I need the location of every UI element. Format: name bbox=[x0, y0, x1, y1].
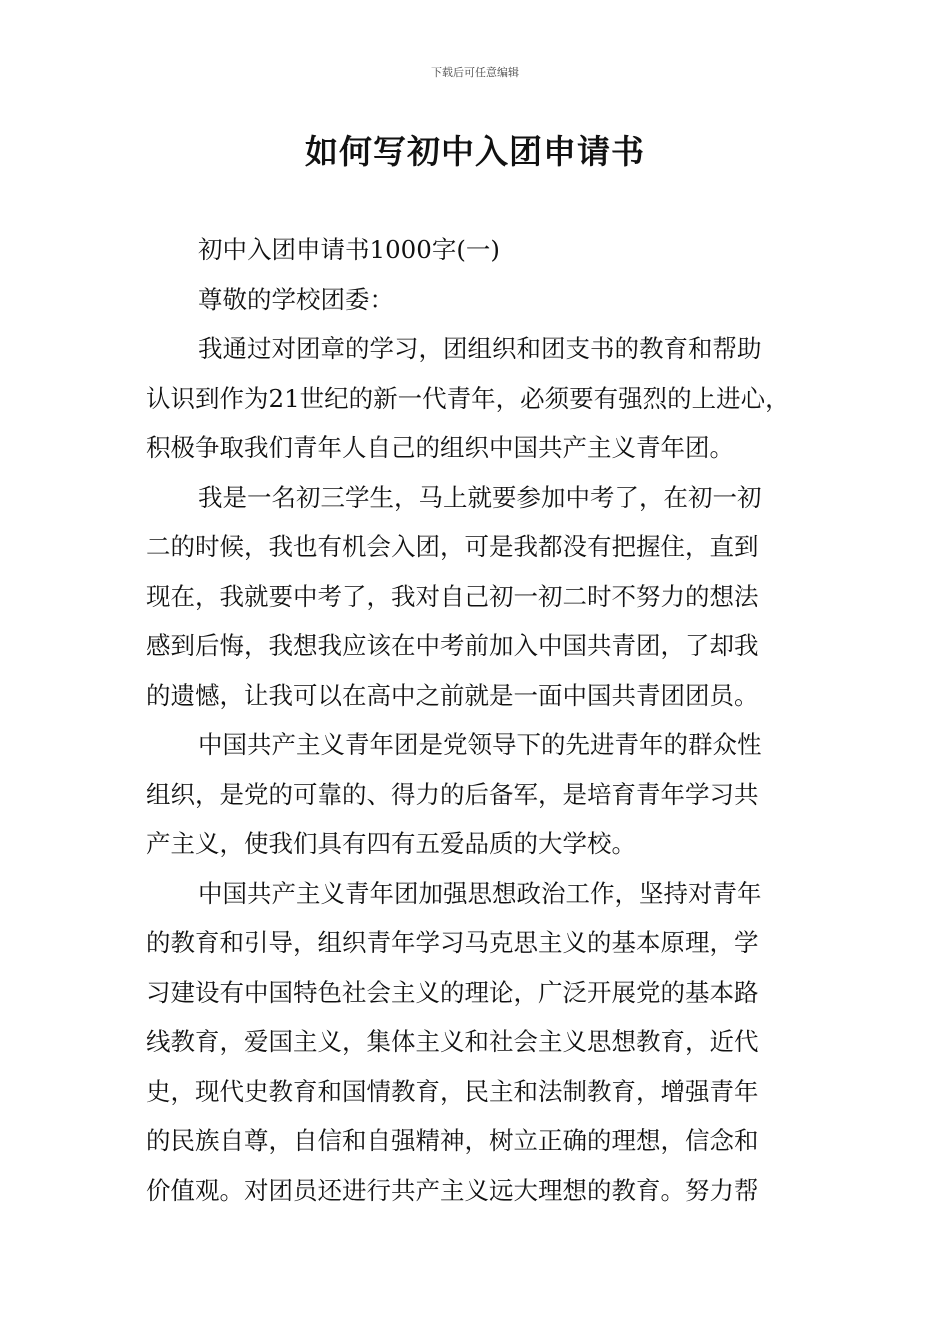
body-line: 感到后悔，我想我应该在中考前加入中国共青团，了却我 bbox=[146, 631, 759, 660]
body-line: 我是一名初三学生，马上就要参加中考了，在初一初 bbox=[198, 482, 762, 512]
body-line: 积极争取我们青年人自己的组织中国共产主义青年团。 bbox=[146, 433, 734, 462]
body-line: 二的时候，我也有机会入团，可是我都没有把握住，直到 bbox=[146, 532, 759, 561]
body-line: 线教育，爱国主义，集体主义和社会主义思想教育，近代 bbox=[146, 1027, 759, 1056]
body-line: 的民族自尊，自信和自强精神，树立正确的理想，信念和 bbox=[146, 1126, 759, 1155]
header-note: 下载后可任意编辑 bbox=[431, 66, 519, 79]
document-body bbox=[146, 225, 810, 1215]
body-line: 的遗憾，让我可以在高中之前就是一面中国共青团团员。 bbox=[146, 680, 759, 710]
body-line: 习建设有中国特色社会主义的理论，广泛开展党的基本路 bbox=[146, 977, 759, 1007]
body-line: 现在，我就要中考了，我对自己初一初二时不努力的想法 bbox=[146, 581, 759, 611]
body-line: 我通过对团章的学习，团组织和团支书的教育和帮助 bbox=[198, 334, 762, 363]
body-line: 产主义，使我们具有四有五爱品质的大学校。 bbox=[146, 829, 636, 858]
body-line: 价值观。对团员还进行共产主义远大理想的教育。努力帮 bbox=[146, 1175, 759, 1205]
body-line: 组织，是党的可靠的、得力的后备军，是培育青年学习共 bbox=[146, 779, 759, 809]
body-line: 尊敬的学校团委： bbox=[198, 284, 394, 314]
body-line: 的教育和引导，组织青年学习马克思主义的基本原理，学 bbox=[146, 928, 759, 957]
body-line: 中国共产主义青年团是党领导下的先进青年的群众性 bbox=[198, 730, 762, 759]
body-line: 中国共产主义青年团加强思想政治工作，坚持对青年 bbox=[198, 878, 762, 908]
body-line: 认识到作为21世纪的新一代青年，必须要有强烈的上进心， bbox=[146, 383, 790, 413]
body-line: 史，现代史教育和国情教育，民主和法制教育，增强青年 bbox=[146, 1076, 759, 1106]
document-title: 如何写初中入团申请书 bbox=[305, 132, 645, 171]
body-line: 初中入团申请书1000字(一) bbox=[198, 235, 500, 264]
